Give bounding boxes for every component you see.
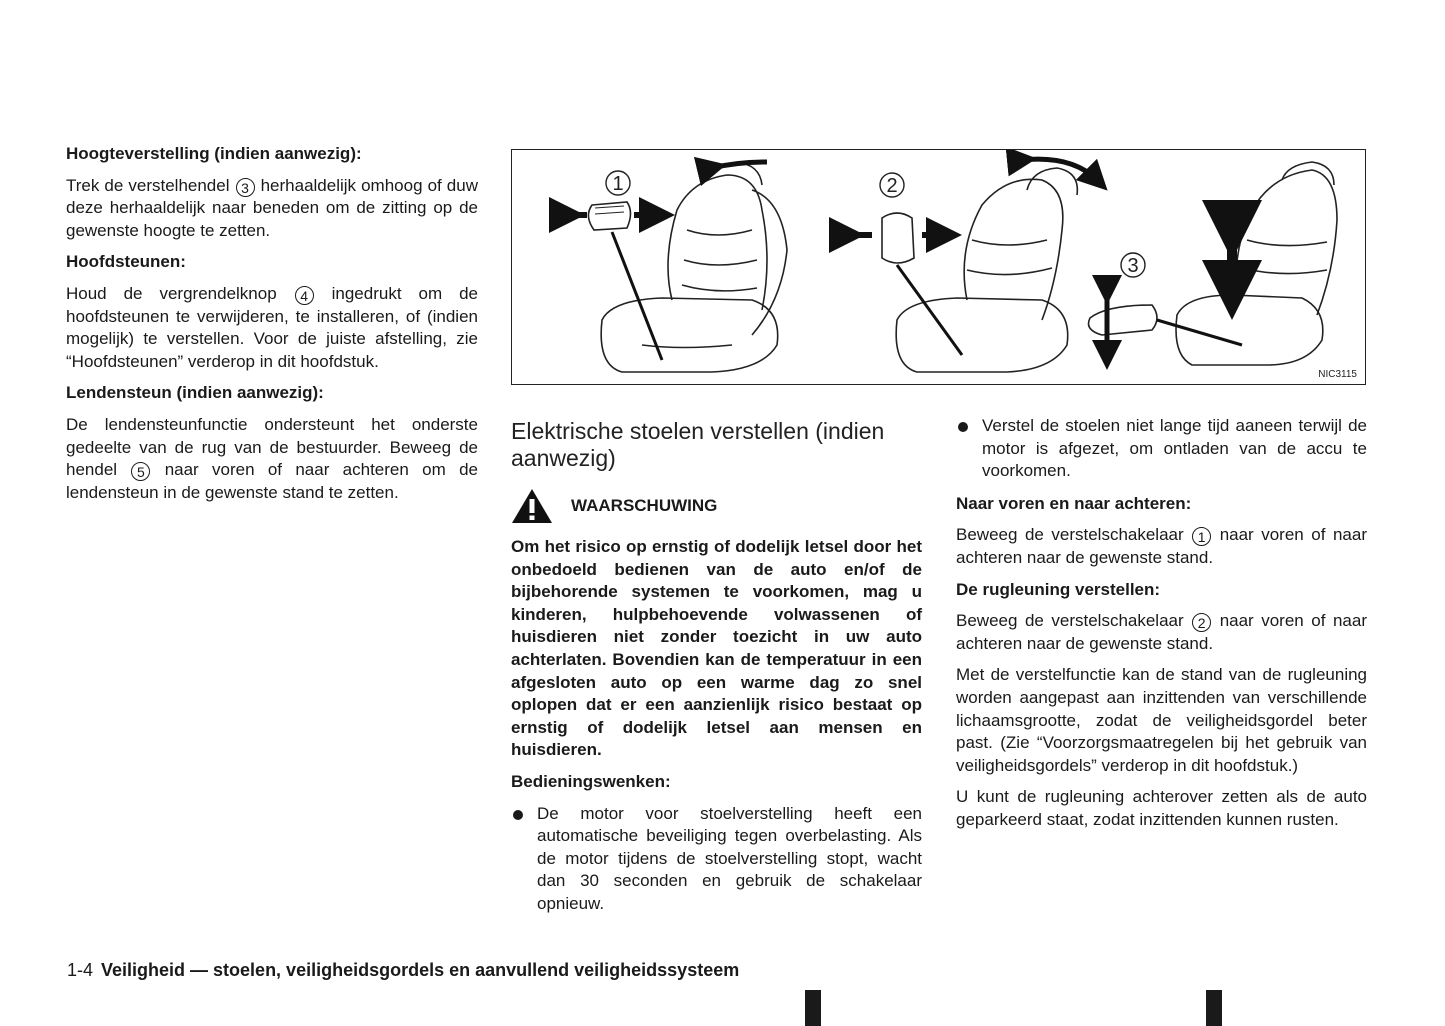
- warning-header: [511, 488, 922, 524]
- label-1: 1: [612, 173, 624, 195]
- heading-lumbar: Lendensteun (indien aanwezig):: [66, 383, 324, 403]
- paragraph-headrests: Houd de vergrendelknop 4 ingedrukt om de hoofdsteunen te verwijderen, te installeren, of (indien mogelijk) te verstellen. Voor de juiste afstelling, zie “Hoofdsteunen” verderop in dit hoofdstuk.: [66, 283, 478, 371]
- footer-title: Veiligheid — stoelen, veiligheidsgordels en aanvullend veiligheidssysteem: [101, 960, 740, 980]
- section-title: Elektrische stoelen verstellen (indien aanwezig): [511, 418, 885, 471]
- switch-3-icon: [1089, 230, 1243, 355]
- thumb-tab-marker: [1206, 990, 1222, 1026]
- label-2: 2: [886, 175, 898, 197]
- paragraph-forward-backward: Beweeg de verstelschakelaar 1 naar voren of naar achteren naar de gewenste stand.: [956, 525, 1367, 567]
- left-column: [66, 143, 478, 513]
- seat-1-drawing: [601, 162, 787, 372]
- paragraph-lumbar: De lendensteunfunctie ondersteunt het onderste gedeelte van de rug van de bestuurder. Beweeg de hendel 5 naar voren of naar achteren om de lendensteun in de gewenste stand te zetten.: [66, 414, 478, 502]
- heading-headrests: Hoofdsteunen:: [66, 252, 186, 272]
- heading-recline: De rugleuning verstellen:: [956, 579, 1161, 599]
- circled-number-2: 2: [1192, 613, 1211, 632]
- thumb-tab-marker: [805, 990, 821, 1026]
- bullet-battery: Verstel de stoelen niet lange tijd aaneen terwijl de motor is afgezet, om ontladen van de accu te voorkomen.: [956, 415, 1367, 483]
- circled-number-4: 4: [295, 286, 314, 305]
- bullet-motor-protection: De motor voor stoelverstelling heeft een automatische beveiliging tegen overbelasting. Als de motor tijdens de stoelverstelling stopt, wacht dan 30 seconden en gebruik de schakelaar opnieuw.: [511, 803, 922, 916]
- page-number: 1-4: [67, 960, 94, 980]
- label-3: 3: [1127, 255, 1139, 277]
- warning-triangle-icon: [511, 488, 553, 524]
- seat-adjust-illustration: [511, 149, 1366, 385]
- figure-code: NIC3115: [1318, 369, 1357, 380]
- heading-height-adjust: Hoogteverstelling (indien aanwezig):: [66, 144, 362, 163]
- paragraph-recline-parked: U kunt de rugleuning achterover zetten als de auto geparkeerd staat, zodat inzittenden kunnen rusten.: [956, 787, 1367, 829]
- page-footer: [67, 960, 739, 981]
- seat-diagram: [512, 150, 1367, 386]
- paragraph-recline-purpose: Met de verstelfunctie kan de stand van de rugleuning worden aangepast aan inzittenden van verschillende lichaamsgrootte, zodat de veiligheidsgordel beter past. (Zie “Voorzorgsmaatregelen bij het gebruik van veiligheidsgordels” verderop in dit hoofdstuk.): [956, 665, 1367, 775]
- warning-text: Om het risico op ernstig of dodelijk letsel door het onbedoeld bedienen van de auto en/of de bijbehorende systemen te voorkomen, mag u kinderen, hulpbehoevende volwassenen of huisdieren niet zonder toezicht in uw auto achterlaten. Bovendien kan de temperatuur in een afgesloten auto op een warme dag zo snel oplopen dat er een aanzienlijk risico bestaat op ernstig of dodelijk letsel aan mensen en huisdieren.: [511, 537, 922, 760]
- circled-number-3: 3: [236, 178, 255, 197]
- right-column: [956, 415, 1367, 841]
- heading-forward-backward: Naar voren en naar achteren:: [956, 493, 1192, 513]
- circled-number-5: 5: [131, 462, 150, 481]
- seat-2-drawing: [896, 168, 1077, 372]
- paragraph-height-adjust: Trek de verstelhendel 3 herhaaldelijk omhoog of duw deze herhaaldelijk naar beneden om de zitting op de gewenste hoogte te zetten.: [66, 175, 478, 240]
- warning-label: WAARSCHUWING: [571, 495, 718, 515]
- paragraph-recline: Beweeg de verstelschakelaar 2 naar voren of naar achteren naar de gewenste stand.: [956, 611, 1367, 653]
- seat-3-drawing: [1176, 162, 1337, 365]
- middle-column: [511, 418, 922, 926]
- switch-1-icon: [567, 162, 767, 360]
- circled-number-1: 1: [1192, 527, 1211, 546]
- heading-operating-tips: Bedieningswenken:: [511, 771, 671, 791]
